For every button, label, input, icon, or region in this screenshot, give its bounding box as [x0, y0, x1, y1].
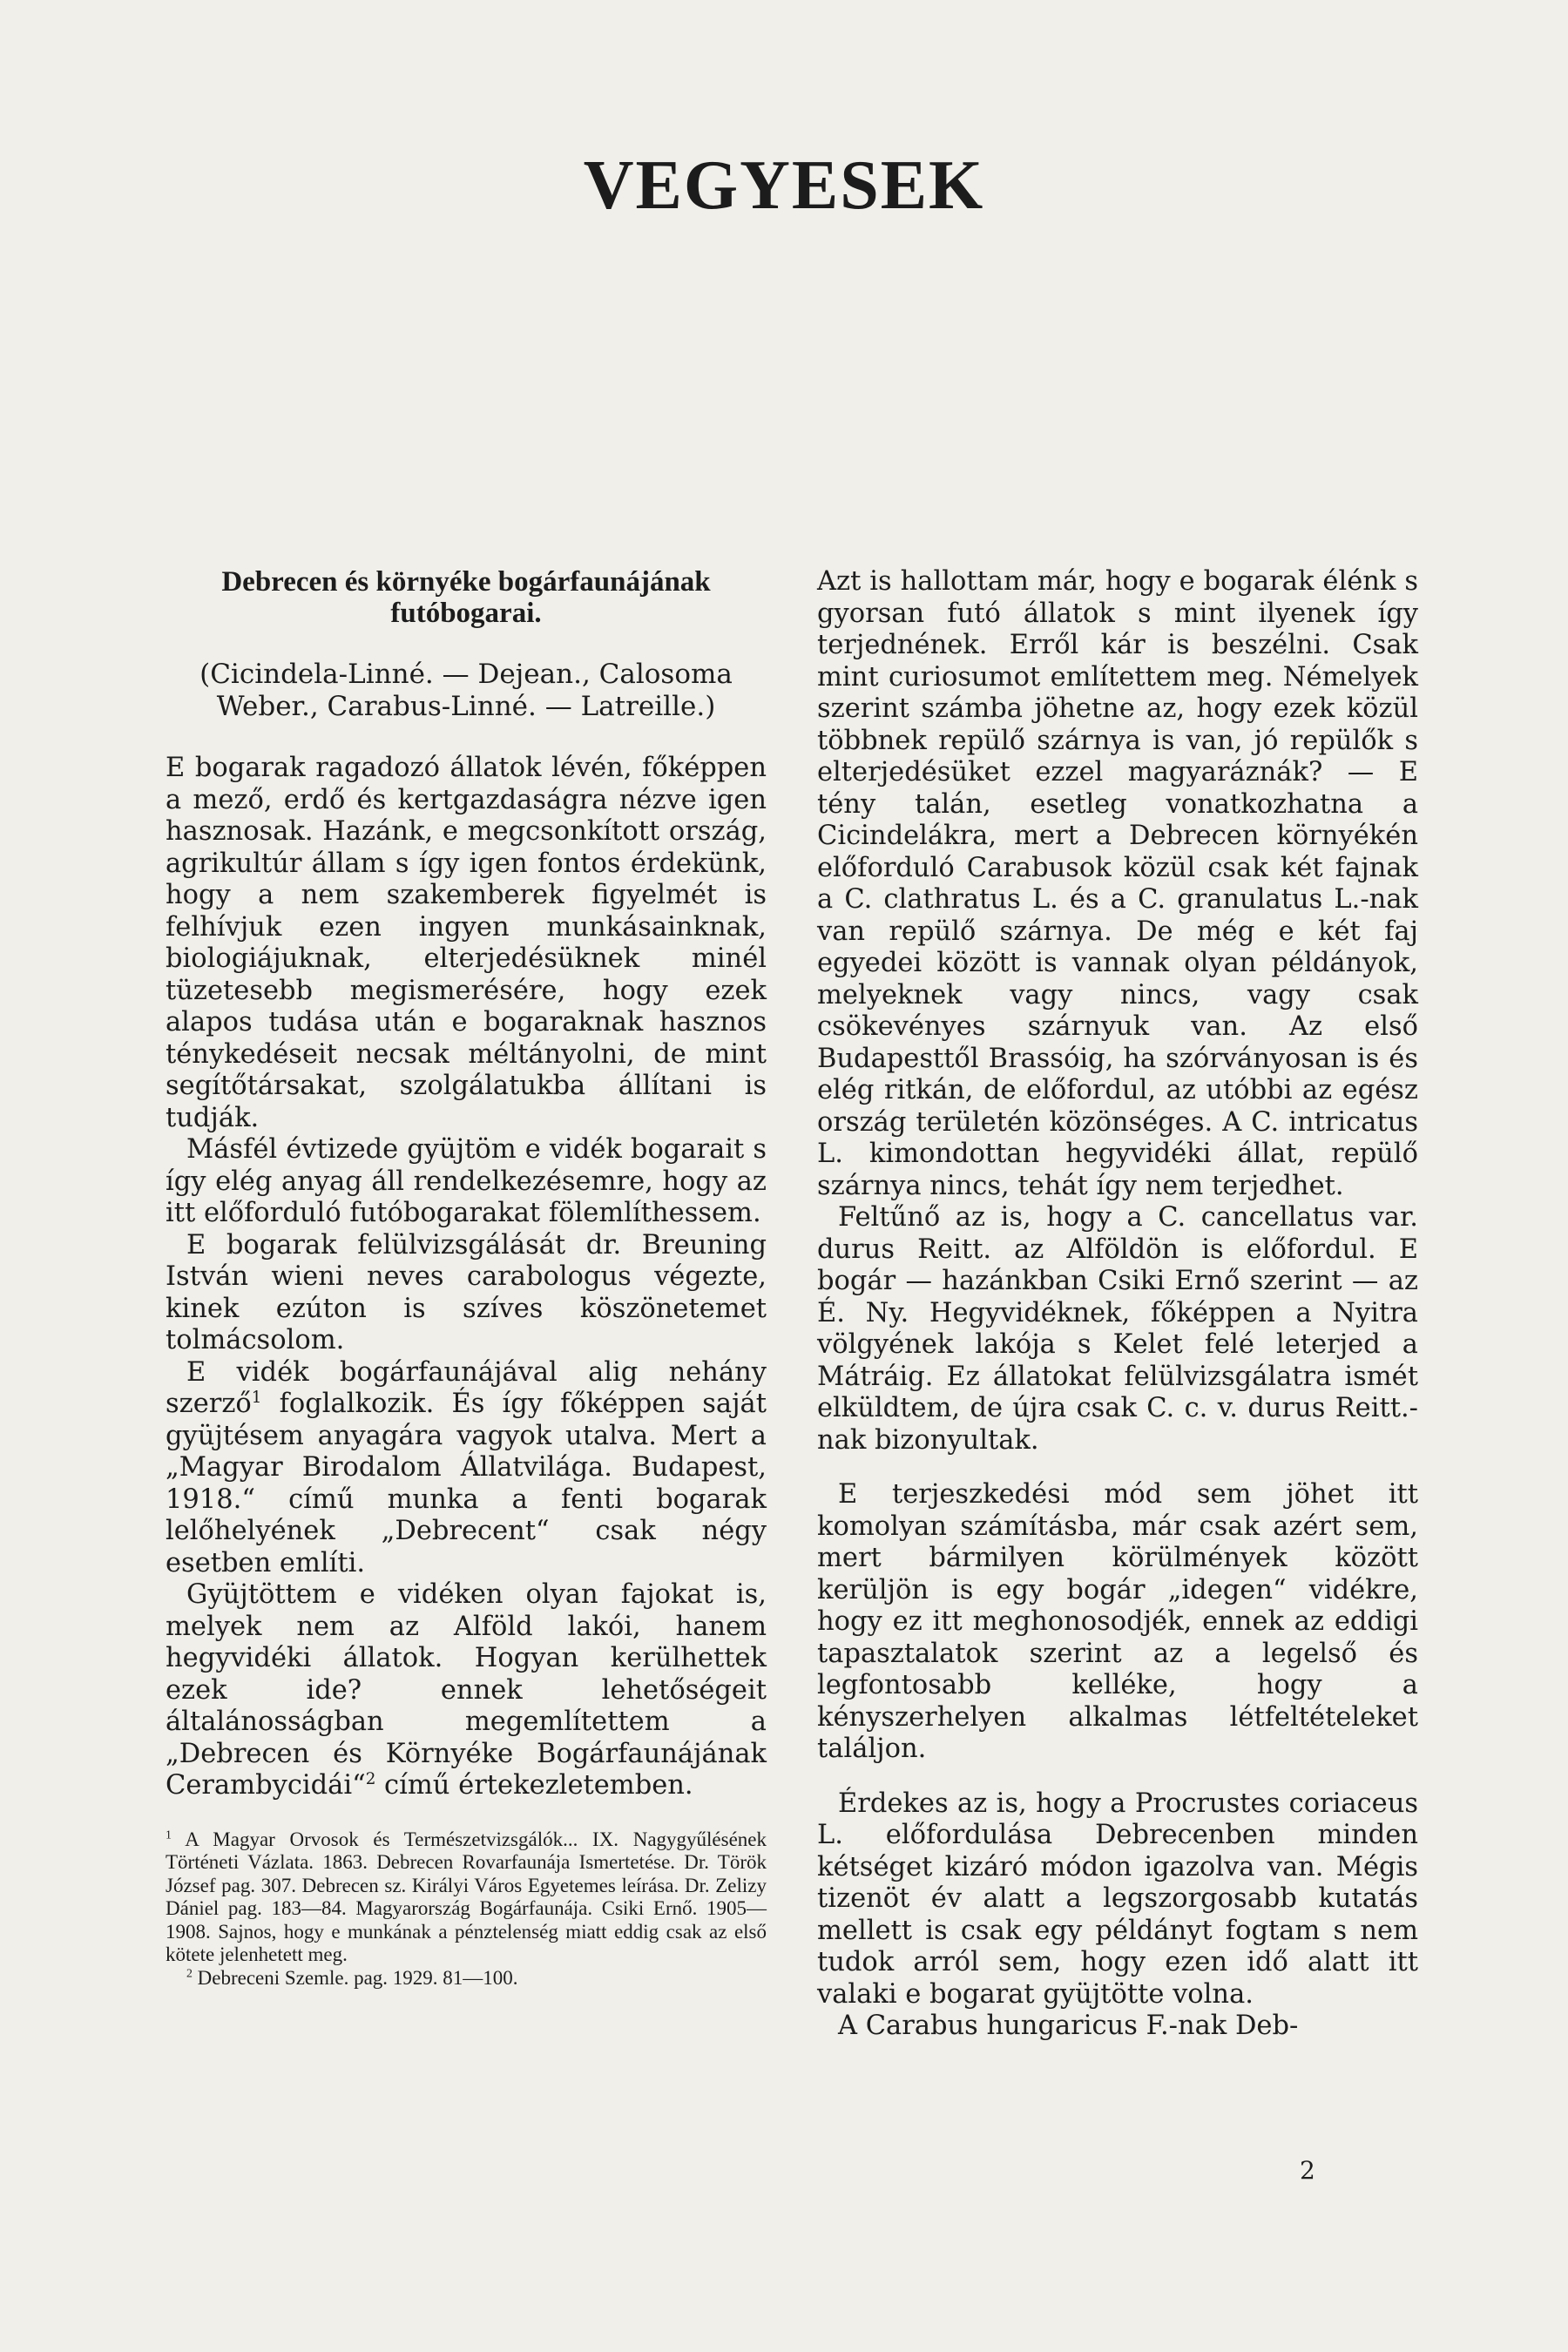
paragraph-gap: [817, 1456, 1418, 1479]
paragraph-5-text-b: című értekezletemben.: [375, 1770, 693, 1801]
footnote-text: A Magyar Orvosok és Természetvizsgálók... IX. Nagygyűlésének Történeti Vázlata. 1863. Debrecen Rovarfaunája Ismertetése. Dr. Török József pag. 307. Debrecen sz. Királyi Város Egyetemes leírása. Dr. Zelizy Dániel pag. 183—84. Magyarország Bogárfaunája. Csiki Ernő. 1905—1908. Sajnos, hogy e munkának a pénztelenség miatt eddig csak az első kötete jelenhetett meg.: [166, 1828, 767, 1965]
paragraph-3: E bogarak felülvizsgálását dr. Breuning István wieni neves carabologus végezte, kinek ezúton is szíves köszönetemet tolmácsolom.: [166, 1229, 767, 1355]
page-title: VEGYESEK: [583, 147, 985, 224]
paragraph-7: Feltűnő az is, hogy a C. cancellatus var. durus Reitt. az Alföldön is előfordul. E bogár — hazánkban Csiki Ernő szerint — az É. Ny. Hegyvidéknek, főképpen a Nyitra völgyének lakója s Kelet felé leterjed a Mátráig. Ez állatokat felülvizsgálatra ismét elküldtem, de újra csak C. c. v. durus Reitt.-nak bizonyultak.: [817, 1202, 1418, 1456]
footnote-ref-2: 2: [365, 1769, 376, 1788]
footnote-mark: 1: [166, 1827, 172, 1841]
footnotes: [166, 1828, 767, 1990]
article-subtitle: (Cicindela-Linné. — Dejean., Calosoma Weber., Carabus-Linné. — Latreille.): [199, 659, 733, 722]
paragraph-6: Azt is hallottam már, hogy e bogarak élénk s gyorsan futó állatok s mint ilyenek így terjednének. Erről kár is beszélni. Csak mint curiosumot említettem meg. Némelyek szerint számba jöhetne az, hogy ezek közül többnek repülő szárnya is van, jó repülők s elterjedésüket ezzel magyaráznák? — E tény talán, esetleg vonatkozhatna a Cicindelákra, mert a Debrecen környékén előforduló Carabusok közül csak két fajnak a C. clathratus L. és a C. granulatus L.-nak van repülő szárnya. De még e két faj egyedei között is vannak olyan példányok, melyeknek vagy nincs, vagy csak csökevényes szárnyuk van. Az első Budapesttől Brassóig, ha szórványosan is és elég ritkán, de előfordul, az utóbbi az egész ország területén közönséges. A C. intricatus L. kimondottan hegyvidéki állat, repülő szárnya nincs, tehát így nem terjedhet.: [817, 566, 1418, 1201]
page-number: 2: [1300, 2156, 1315, 2185]
paragraph-2: Másfél évtizede gyüjtöm e vidék bogarait s így elég anyag áll rendelkezésemre, hogy az itt előforduló futóbogarakat fölemlíthessem.: [166, 1134, 767, 1228]
footnote-ref-1: 1: [251, 1388, 262, 1407]
paragraph-5-text-a: Gyüjtöttem e vidéken olyan fajokat is, melyek nem az Alföld lakói, hanem hegyvidéki állatok. Hogyan kerülhettek ezek ide? ennek lehetőségeit általánosságban megemlítettem a „Debrecen és Környéke Bogárfaunájának Cerambycidái“: [166, 1579, 767, 1801]
right-column: [817, 566, 1418, 2043]
footnote-2: [166, 1967, 767, 1990]
footnote-text: Debreceni Szemle. pag. 1929. 81—100.: [192, 1966, 518, 1989]
paragraph-4: [166, 1357, 767, 1580]
footnote-1: [166, 1828, 767, 1967]
footnote-mark: 2: [186, 1965, 193, 1979]
paragraph-9: Érdekes az is, hogy a Procrustes coriaceus L. előfordulása Debrecenben minden kétséget kizáró módon igazolva van. Mégis tizenöt év alatt a legszorgosabb kutatás mellett is csak egy példányt fogtam s nem tudok arról sem, hogy ezen idő alatt itt valaki e bogarat gyüjtötte volna.: [817, 1788, 1418, 2010]
paragraph-10: A Carabus hungaricus F.-nak Deb-: [838, 2011, 1299, 2041]
paragraph-8: E terjeszkedési mód sem jöhet itt komolyan számításba, már csak azért sem, mert bármilyen körülmények között kerüljön is egy bogár „idegen“ vidékre, hogy ez itt meghonosodjék, ennek az eddigi tapasztalatok szerint az a legelső és legfontosabb kelléke, hogy a kényszerhelyen alkalmas létfeltételeket találjon.: [817, 1479, 1418, 1764]
paragraph-4-text-b: foglalkozik. És így főképpen saját gyüjtésem anyagára vagyok utalva. Mert a „Magyar Birodalom Állatvilága. Budapest, 1918.“ című munka a fenti bogarak lelőhelyének „Debrecent“ csak négy esetben említi.: [166, 1389, 767, 1578]
paragraph-4-text-a: E vidék bogárfaunájával alig nehány szerző: [166, 1356, 767, 1419]
paragraph-1: E bogarak ragadozó állatok lévén, főképpen a mező, erdő és kertgazdaságra nézve igen hasznosak. Hazánk, e megcsonkított ország, agrikultúr állam s így igen fontos érdekünk, hogy a nem szakemberek figyelmét is felhívjuk ezen ingyen munkásainknak, biologiájuknak, elterjedésüknek minél tüzetesebb megismerésére, hogy ezek alapos tudása után e bogaraknak hasznos ténykedéseit necsak méltányolni, de mint segítőtársakat, szolgálatukba állítani is tudják.: [166, 753, 767, 1133]
left-column: [166, 566, 767, 1990]
paragraph-5: [166, 1579, 767, 1802]
article-heading: Debrecen és környéke bogárfaunájának futóbogarai.: [221, 566, 711, 629]
paragraph-gap: [817, 1766, 1418, 1788]
